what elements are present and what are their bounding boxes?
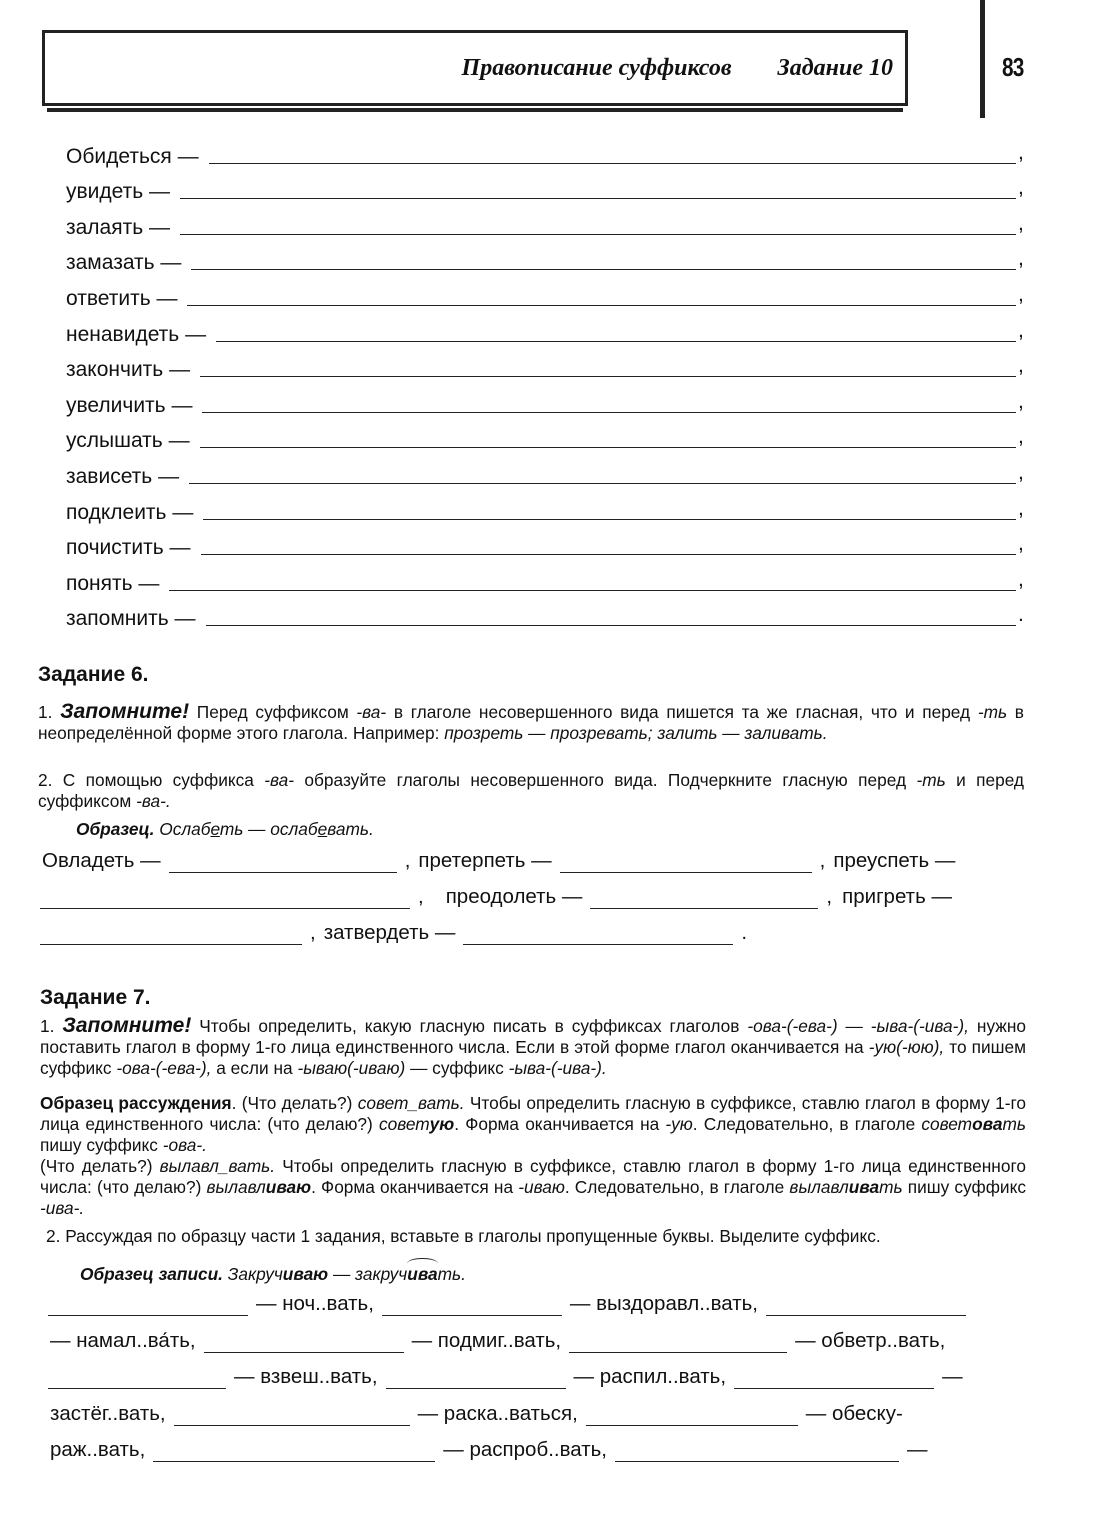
task6-instruction: [38, 770, 1024, 812]
task6-p2-text-c: и перед суффиксом: [38, 770, 1025, 811]
task6-p2-suffix: -ва-: [264, 770, 295, 790]
task6-p2-ending: -ть: [916, 770, 946, 790]
word-list-row: [66, 453, 1026, 489]
task7-line-2: [48, 1329, 947, 1353]
answer-blank[interactable]: [586, 1407, 798, 1426]
page-number: 83: [1002, 52, 1024, 82]
word-list-word: подклеить —: [66, 500, 194, 524]
task7-r1-b: Чтобы определить гласную в суффиксе, ставлю глагол в форму 1-го лица единственного числа: (что делаю?): [40, 1093, 1026, 1134]
task7-p1-suffixes: -ова-(-ева-) — -ыва-(-ива-),: [747, 1016, 969, 1036]
task6-sample-underlined-1: е: [210, 819, 220, 839]
answer-blank[interactable]: [560, 854, 812, 873]
task7-write-b: иваю: [282, 1264, 329, 1284]
word-list-word: увеличить —: [66, 393, 193, 417]
task7-r2-w3b: ива: [848, 1177, 880, 1197]
word-list-word: понять —: [66, 571, 160, 595]
task7-p1-ending-yvayu: -ываю(-иваю): [297, 1058, 406, 1078]
answer-blank[interactable]: [48, 1370, 226, 1389]
answer-line[interactable]: [200, 356, 1016, 377]
task7-r2-ivayu: -иваю: [518, 1177, 565, 1197]
task7-write-label: Образец записи.: [80, 1264, 223, 1284]
task7-p1-number: 1.: [40, 1016, 55, 1036]
answer-line[interactable]: [206, 605, 1016, 626]
task7-r2-w2b: иваю: [265, 1177, 312, 1197]
task7-p1-text-a: Чтобы определить, какую гласную писать в суффиксах глаголов: [199, 1016, 740, 1036]
task6-line-1: Овладеть — , претерпеть — , преуспеть —: [42, 849, 956, 872]
answer-blank[interactable]: [169, 854, 397, 873]
task7-p1-text-e: — суффикс: [410, 1058, 504, 1078]
task6-word: пригреть —: [842, 885, 952, 908]
task7-instruction: 2. Рассуждая по образцу части 1 задания, вставьте в глаголы пропущенные буквы. Выделите суффикс.: [46, 1226, 881, 1246]
line-end-punctuation: ,: [1018, 567, 1024, 591]
word-list-word: замазать —: [66, 251, 182, 275]
line-end-punctuation: ,: [1018, 389, 1024, 413]
word-list-row: [66, 489, 1026, 525]
task7-line-3: [48, 1365, 965, 1389]
task7-line-4: [48, 1402, 905, 1426]
task7-r1-a: . (Что делать?): [231, 1093, 353, 1113]
task6-p2-text-b: образуйте глаголы несовершенного вида. Подчеркните гласную перед: [304, 770, 907, 790]
task6-p1-example-1: прозреть — прозревать;: [444, 723, 653, 743]
task7-reasoning: [40, 1093, 1026, 1219]
line-end-punctuation: ,: [1018, 176, 1024, 200]
task7-r2-e: пишу суффикс: [907, 1177, 1026, 1197]
word-list-row: [66, 240, 1026, 276]
line-end-punctuation: ,: [1018, 211, 1024, 235]
word-list-row: [66, 347, 1026, 383]
task7-r1-c: . Форма оканчивается на: [454, 1114, 660, 1134]
task6-remember: Запомните!: [60, 700, 190, 723]
answer-line[interactable]: [209, 143, 1016, 164]
answer-line[interactable]: [200, 427, 1016, 448]
word-list-row: [66, 382, 1026, 418]
task6-sample-label: Образец.: [76, 819, 155, 839]
word-list-row: [66, 275, 1026, 311]
word-list-word: увидеть —: [66, 180, 171, 204]
task6-sample-b: ть — ослаб: [219, 819, 318, 839]
task7-r1-e: пишу суффикс: [40, 1135, 158, 1155]
task7-r1-d: . Следовательно, в глаголе: [692, 1114, 916, 1134]
line-end-punctuation: ,: [1018, 282, 1024, 306]
header-task: Задание 10: [777, 55, 893, 81]
answer-blank[interactable]: [590, 890, 818, 909]
task6-p1-text-c: в неопределённой форме этого глагола. Например:: [38, 702, 1024, 743]
task7-p1-text-b: нужно поставить глагол в форму 1-го лица единственного числа. Если в этой форме глагол оканчивается на: [40, 1016, 1026, 1057]
task7-p1-text-d: а если на: [216, 1058, 293, 1078]
line-end-punctuation: ,: [1018, 425, 1024, 449]
task7-r2-c: . Форма оканчивается на: [311, 1177, 514, 1197]
word-list-word: зависеть —: [66, 464, 180, 488]
answer-line[interactable]: [180, 178, 1016, 199]
task7-heading: Задание 7.: [40, 986, 151, 1009]
section-title: Правописание суффиксов: [461, 55, 732, 81]
task7-r2-w3c: ть: [879, 1177, 903, 1197]
task7-r2-word: вылавл_вать.: [159, 1156, 276, 1176]
task7-r2-a: (Что делать?): [40, 1156, 153, 1176]
header-box: [42, 30, 908, 106]
task7-r1-w3b: ова: [972, 1114, 1003, 1134]
task7-rule: [40, 1015, 1026, 1079]
answer-blank[interactable]: [382, 1297, 562, 1316]
word-list-row: [66, 596, 1026, 632]
word-list-row: [66, 204, 1026, 240]
task6-p2-text-a: 2. С помощью суффикса: [38, 770, 254, 790]
task7-r1-word: совет_вать.: [357, 1093, 465, 1113]
task7-word: — намал..ва́ть,: [50, 1329, 196, 1352]
task7-word: — ноч..вать,: [256, 1292, 374, 1315]
line-end-punctuation: ,: [1018, 247, 1024, 271]
word-list-row: [66, 169, 1026, 205]
line-end-punctuation: .: [1018, 603, 1024, 627]
task7-write-sample: [80, 1264, 780, 1285]
task7-word: —: [906, 1438, 928, 1461]
answer-line[interactable]: [216, 321, 1016, 342]
word-list-row: [66, 525, 1026, 561]
task7-word: застёг..вать,: [50, 1402, 166, 1425]
task6-p1-example-2: залить — заливать.: [657, 723, 828, 743]
task6-rule: [38, 701, 1024, 744]
line-end-punctuation: ,: [1018, 496, 1024, 520]
word-list-word: Обидеться —: [66, 144, 199, 168]
answer-line[interactable]: [202, 392, 1016, 413]
task7-r1-w2a: совет: [378, 1114, 430, 1134]
task6-p1-text-a: Перед суффиксом: [196, 702, 349, 722]
task7-p1-ending-uyu: -ую(-юю),: [868, 1037, 945, 1057]
task7-r2-w2a: вылавл: [206, 1177, 266, 1197]
line-end-punctuation: ,: [1018, 460, 1024, 484]
task7-reasoning-label: Образец рассуждения: [40, 1093, 232, 1113]
task7-line-1: [48, 1292, 972, 1316]
task6-word: преодолеть —: [445, 885, 583, 908]
task7-word: — распил..вать,: [573, 1365, 727, 1388]
task6-word: Овладеть —: [42, 849, 161, 872]
task7-p1-suffix-ova: -ова-(-ева-),: [116, 1058, 212, 1078]
answer-line[interactable]: [169, 570, 1016, 591]
task7-word: —: [942, 1365, 963, 1388]
task7-r1-w3c: ть: [1002, 1114, 1026, 1134]
answer-line[interactable]: [203, 499, 1016, 520]
task7-write-e: ть.: [437, 1264, 466, 1284]
task7-r1-ova: -ова-.: [162, 1135, 207, 1155]
answer-blank[interactable]: [174, 1407, 410, 1426]
task6-heading: Задание 6.: [38, 663, 149, 686]
task7-write-a: Закруч: [227, 1264, 283, 1284]
answer-line[interactable]: [189, 463, 1016, 484]
answer-line[interactable]: [201, 534, 1016, 555]
task6-sample-c: вать.: [327, 819, 374, 839]
word-list-row: [66, 133, 1026, 169]
task6-p1-number: 1.: [38, 702, 53, 722]
task6-sample-a: Ослаб: [159, 819, 211, 839]
task6-word: претерпеть —: [418, 849, 552, 872]
task7-word: — обветр..вать,: [795, 1329, 946, 1352]
task7-p1-suffix-yva: -ыва-(-ива-).: [508, 1058, 607, 1078]
answer-blank[interactable]: [48, 1297, 248, 1316]
task6-word: затвердеть —: [323, 921, 456, 944]
task7-word: — выздоравл..вать,: [569, 1292, 759, 1315]
task6-line-2: , преодолеть — , пригреть —: [40, 885, 954, 909]
line-end-punctuation: ,: [1018, 318, 1024, 342]
word-list-word: почистить —: [66, 536, 191, 560]
task6-p1-ending: -ть: [977, 702, 1008, 722]
answer-line[interactable]: [187, 285, 1016, 306]
task7-write-suffix-arc: ива: [407, 1264, 438, 1284]
task7-word: — раска..ваться,: [417, 1402, 578, 1425]
task7-r2-w3a: вылавл: [789, 1177, 849, 1197]
task7-r2-b: Чтобы определить гласную в суффиксе, ставлю глагол в форму 1-го лица единственного числа: (что делаю?): [40, 1156, 1026, 1197]
word-list-word: ненавидеть —: [66, 322, 207, 346]
task7-r2-iva: -ива-.: [40, 1198, 85, 1218]
answer-blank[interactable]: [463, 926, 733, 945]
answer-blank[interactable]: [615, 1443, 899, 1462]
task7-word: — взвеш..вать,: [234, 1365, 378, 1388]
task7-word: — распроб..вать,: [443, 1438, 607, 1461]
task6-line-3: , затвердеть — .: [40, 921, 749, 945]
task6-sample: [76, 819, 776, 840]
answer-blank[interactable]: [386, 1370, 566, 1389]
task7-word: — подмиг..вать,: [411, 1329, 562, 1352]
page-edge-rule: [980, 0, 985, 118]
word-list-row: [66, 311, 1026, 347]
word-list-word: услышать —: [66, 429, 190, 453]
task6-p2-suffix-2: -ва-.: [136, 791, 171, 811]
word-list: [66, 133, 1026, 631]
answer-blank[interactable]: [153, 1443, 435, 1462]
task7-word: раж..вать,: [50, 1438, 146, 1461]
answer-blank[interactable]: [204, 1334, 404, 1353]
task7-p1-text-c: то пишем суффикс: [40, 1037, 1026, 1078]
task6-word: преуспеть —: [833, 849, 956, 872]
task7-line-5: [48, 1438, 929, 1462]
answer-blank[interactable]: [40, 890, 410, 909]
word-list-word: запомнить —: [66, 607, 196, 631]
answer-blank[interactable]: [766, 1297, 966, 1316]
line-end-punctuation: ,: [1018, 140, 1024, 164]
answer-line[interactable]: [180, 214, 1016, 235]
task6-p1-suffix: -ва-: [356, 702, 387, 722]
line-end-punctuation: ,: [1018, 354, 1024, 378]
task6-sample-underlined-2: е: [317, 819, 328, 839]
answer-blank[interactable]: [569, 1334, 787, 1353]
answer-line[interactable]: [191, 249, 1016, 270]
task7-write-c: — закруч: [332, 1264, 408, 1284]
word-list-row: [66, 418, 1026, 454]
task7-r1-w2b: ую: [429, 1114, 455, 1134]
task7-r1-uyu: -ую: [665, 1114, 693, 1134]
task6-p1-text-b: в глаголе несовершенного вида пишется та же гласная, что и перед: [393, 702, 971, 722]
word-list-word: закончить —: [66, 358, 191, 382]
task7-r1-w3a: совет: [921, 1114, 973, 1134]
page-title: [462, 55, 893, 82]
answer-blank[interactable]: [40, 926, 302, 945]
word-list-word: залаять —: [66, 215, 171, 239]
task7-remember: Запомните!: [62, 1014, 192, 1037]
answer-blank[interactable]: [734, 1370, 934, 1389]
word-list-word: ответить —: [66, 286, 178, 310]
word-list-row: [66, 560, 1026, 596]
task7-r2-d: . Следовательно, в глаголе: [564, 1177, 785, 1197]
task7-word: — обеску-: [805, 1402, 903, 1425]
line-end-punctuation: ,: [1018, 532, 1024, 556]
